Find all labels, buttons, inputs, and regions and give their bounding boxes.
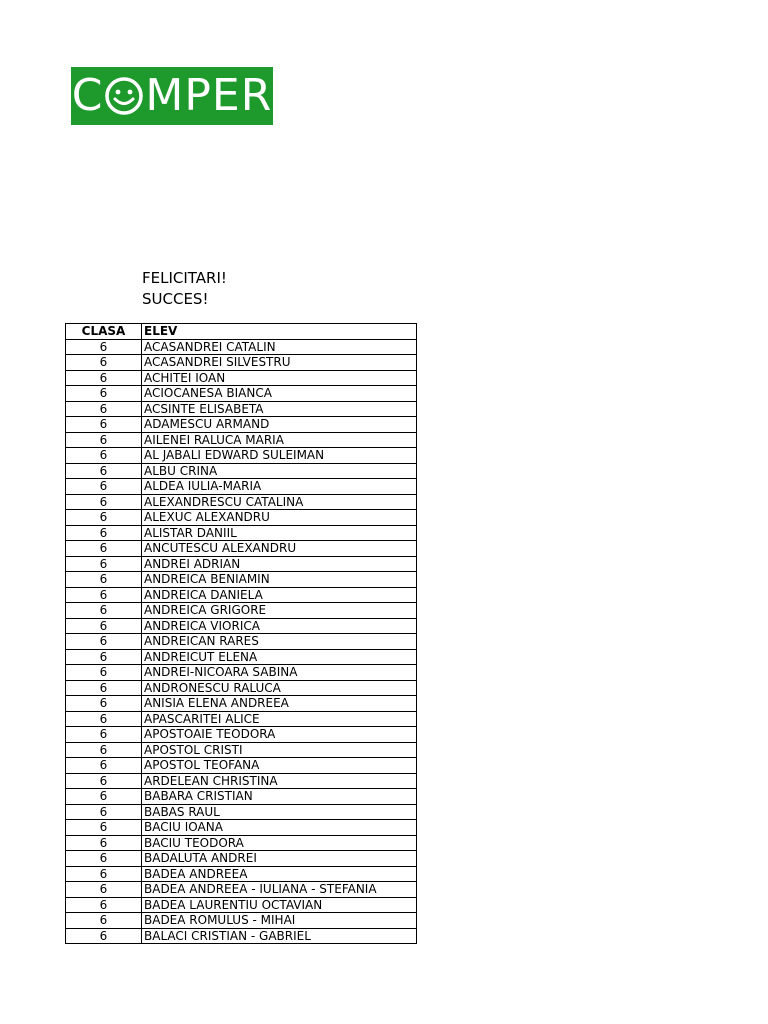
cell-elev: ANDREI ADRIAN [142, 556, 417, 572]
table-row [66, 928, 417, 944]
cell-clasa: 6 [66, 401, 142, 417]
cell-clasa: 6 [66, 587, 142, 603]
cell-clasa: 6 [66, 510, 142, 526]
table-row [66, 448, 417, 464]
cell-clasa: 6 [66, 370, 142, 386]
cell-elev: BADEA ANDREEA [142, 866, 417, 882]
cell-elev: ACIOCANESA BIANCA [142, 386, 417, 402]
comper-logo [71, 67, 273, 125]
cell-clasa: 6 [66, 696, 142, 712]
cell-elev: APASCARITEI ALICE [142, 711, 417, 727]
table-row [66, 820, 417, 836]
cell-clasa: 6 [66, 804, 142, 820]
cell-elev: ANDREICA DANIELA [142, 587, 417, 603]
cell-clasa: 6 [66, 649, 142, 665]
cell-elev: ANDRONESCU RALUCA [142, 680, 417, 696]
cell-clasa: 6 [66, 432, 142, 448]
cell-clasa: 6 [66, 634, 142, 650]
table-row [66, 696, 417, 712]
cell-clasa: 6 [66, 882, 142, 898]
cell-elev: AILENEI RALUCA MARIA [142, 432, 417, 448]
table-row [66, 804, 417, 820]
cell-elev: BADEA ANDREEA - IULIANA - STEFANIA [142, 882, 417, 898]
cell-elev: BADEA ROMULUS - MIHAI [142, 913, 417, 929]
table-row [66, 773, 417, 789]
logo-letter-c: C [71, 70, 104, 121]
table-row [66, 866, 417, 882]
cell-clasa: 6 [66, 355, 142, 371]
table-row [66, 355, 417, 371]
heading-felicitari: FELICITARI! [142, 269, 227, 287]
cell-elev: ADAMESCU ARMAND [142, 417, 417, 433]
cell-clasa: 6 [66, 758, 142, 774]
table-row [66, 913, 417, 929]
cell-clasa: 6 [66, 448, 142, 464]
cell-elev: ALEXUC ALEXANDRU [142, 510, 417, 526]
cell-elev: ALISTAR DANIIL [142, 525, 417, 541]
cell-elev: BABAS RAUL [142, 804, 417, 820]
cell-clasa: 6 [66, 417, 142, 433]
header-clasa: CLASA [66, 324, 142, 340]
cell-elev: BALACI CRISTIAN - GABRIEL [142, 928, 417, 944]
table-row [66, 494, 417, 510]
cell-elev: BABARA CRISTIAN [142, 789, 417, 805]
cell-clasa: 6 [66, 386, 142, 402]
table-row [66, 417, 417, 433]
cell-elev: ALDEA IULIA-MARIA [142, 479, 417, 495]
logo-text [71, 70, 273, 121]
table-row [66, 897, 417, 913]
cell-clasa: 6 [66, 897, 142, 913]
table-row [66, 370, 417, 386]
cell-elev: ARDELEAN CHRISTINA [142, 773, 417, 789]
table-row [66, 758, 417, 774]
cell-elev: ALBU CRINA [142, 463, 417, 479]
cell-elev: ALEXANDRESCU CATALINA [142, 494, 417, 510]
cell-elev: APOSTOL TEOFANA [142, 758, 417, 774]
cell-elev: ACHITEI IOAN [142, 370, 417, 386]
cell-elev: BACIU IOANA [142, 820, 417, 836]
cell-clasa: 6 [66, 913, 142, 929]
table-row [66, 587, 417, 603]
table-row [66, 572, 417, 588]
cell-clasa: 6 [66, 541, 142, 557]
table-row [66, 541, 417, 557]
headings [142, 268, 227, 310]
cell-clasa: 6 [66, 525, 142, 541]
table-row [66, 386, 417, 402]
cell-clasa: 6 [66, 851, 142, 867]
cell-clasa: 6 [66, 680, 142, 696]
cell-clasa: 6 [66, 556, 142, 572]
cell-clasa: 6 [66, 742, 142, 758]
cell-clasa: 6 [66, 572, 142, 588]
table-row [66, 711, 417, 727]
table-row [66, 463, 417, 479]
table-row [66, 556, 417, 572]
cell-clasa: 6 [66, 789, 142, 805]
cell-clasa: 6 [66, 866, 142, 882]
cell-clasa: 6 [66, 603, 142, 619]
table-row [66, 339, 417, 355]
cell-clasa: 6 [66, 835, 142, 851]
cell-clasa: 6 [66, 618, 142, 634]
cell-elev: ACASANDREI CATALIN [142, 339, 417, 355]
cell-elev: ANDREICA GRIGORE [142, 603, 417, 619]
header-elev: ELEV [142, 324, 417, 340]
cell-clasa: 6 [66, 928, 142, 944]
table-row [66, 665, 417, 681]
cell-elev: ANDREICA BENIAMIN [142, 572, 417, 588]
cell-elev: ANISIA ELENA ANDREEA [142, 696, 417, 712]
cell-elev: ANDREICAN RARES [142, 634, 417, 650]
logo-letters-rest: MPER [145, 70, 273, 121]
cell-elev: APOSTOL CRISTI [142, 742, 417, 758]
cell-elev: ACASANDREI SILVESTRU [142, 355, 417, 371]
table-row [66, 479, 417, 495]
cell-clasa: 6 [66, 727, 142, 743]
cell-clasa: 6 [66, 479, 142, 495]
cell-elev: BADEA LAURENTIU OCTAVIAN [142, 897, 417, 913]
cell-elev: ACSINTE ELISABETA [142, 401, 417, 417]
cell-elev: ANDREICUT ELENA [142, 649, 417, 665]
cell-clasa: 6 [66, 339, 142, 355]
table-row [66, 649, 417, 665]
cell-clasa: 6 [66, 773, 142, 789]
cell-elev: APOSTOAIE TEODORA [142, 727, 417, 743]
table-row [66, 510, 417, 526]
cell-clasa: 6 [66, 820, 142, 836]
table-row [66, 680, 417, 696]
student-table [65, 323, 417, 944]
cell-clasa: 6 [66, 463, 142, 479]
table-row [66, 525, 417, 541]
cell-elev: ANDREI-NICOARA SABINA [142, 665, 417, 681]
smiley-icon [104, 76, 144, 116]
table-row [66, 882, 417, 898]
cell-elev: BADALUTA ANDREI [142, 851, 417, 867]
cell-clasa: 6 [66, 665, 142, 681]
table-row [66, 742, 417, 758]
table-row [66, 851, 417, 867]
cell-clasa: 6 [66, 494, 142, 510]
cell-elev: BACIU TEODORA [142, 835, 417, 851]
table-row [66, 432, 417, 448]
table-row [66, 603, 417, 619]
cell-clasa: 6 [66, 711, 142, 727]
table-row [66, 634, 417, 650]
table-row [66, 835, 417, 851]
table-row [66, 618, 417, 634]
heading-succes: SUCCES! [142, 290, 209, 308]
cell-elev: ANDREICA VIORICA [142, 618, 417, 634]
cell-elev: ANCUTESCU ALEXANDRU [142, 541, 417, 557]
cell-elev: AL JABALI EDWARD SULEIMAN [142, 448, 417, 464]
table-row [66, 789, 417, 805]
table-row [66, 401, 417, 417]
table-row [66, 727, 417, 743]
table-body [66, 339, 417, 944]
table-header-row [66, 324, 417, 340]
